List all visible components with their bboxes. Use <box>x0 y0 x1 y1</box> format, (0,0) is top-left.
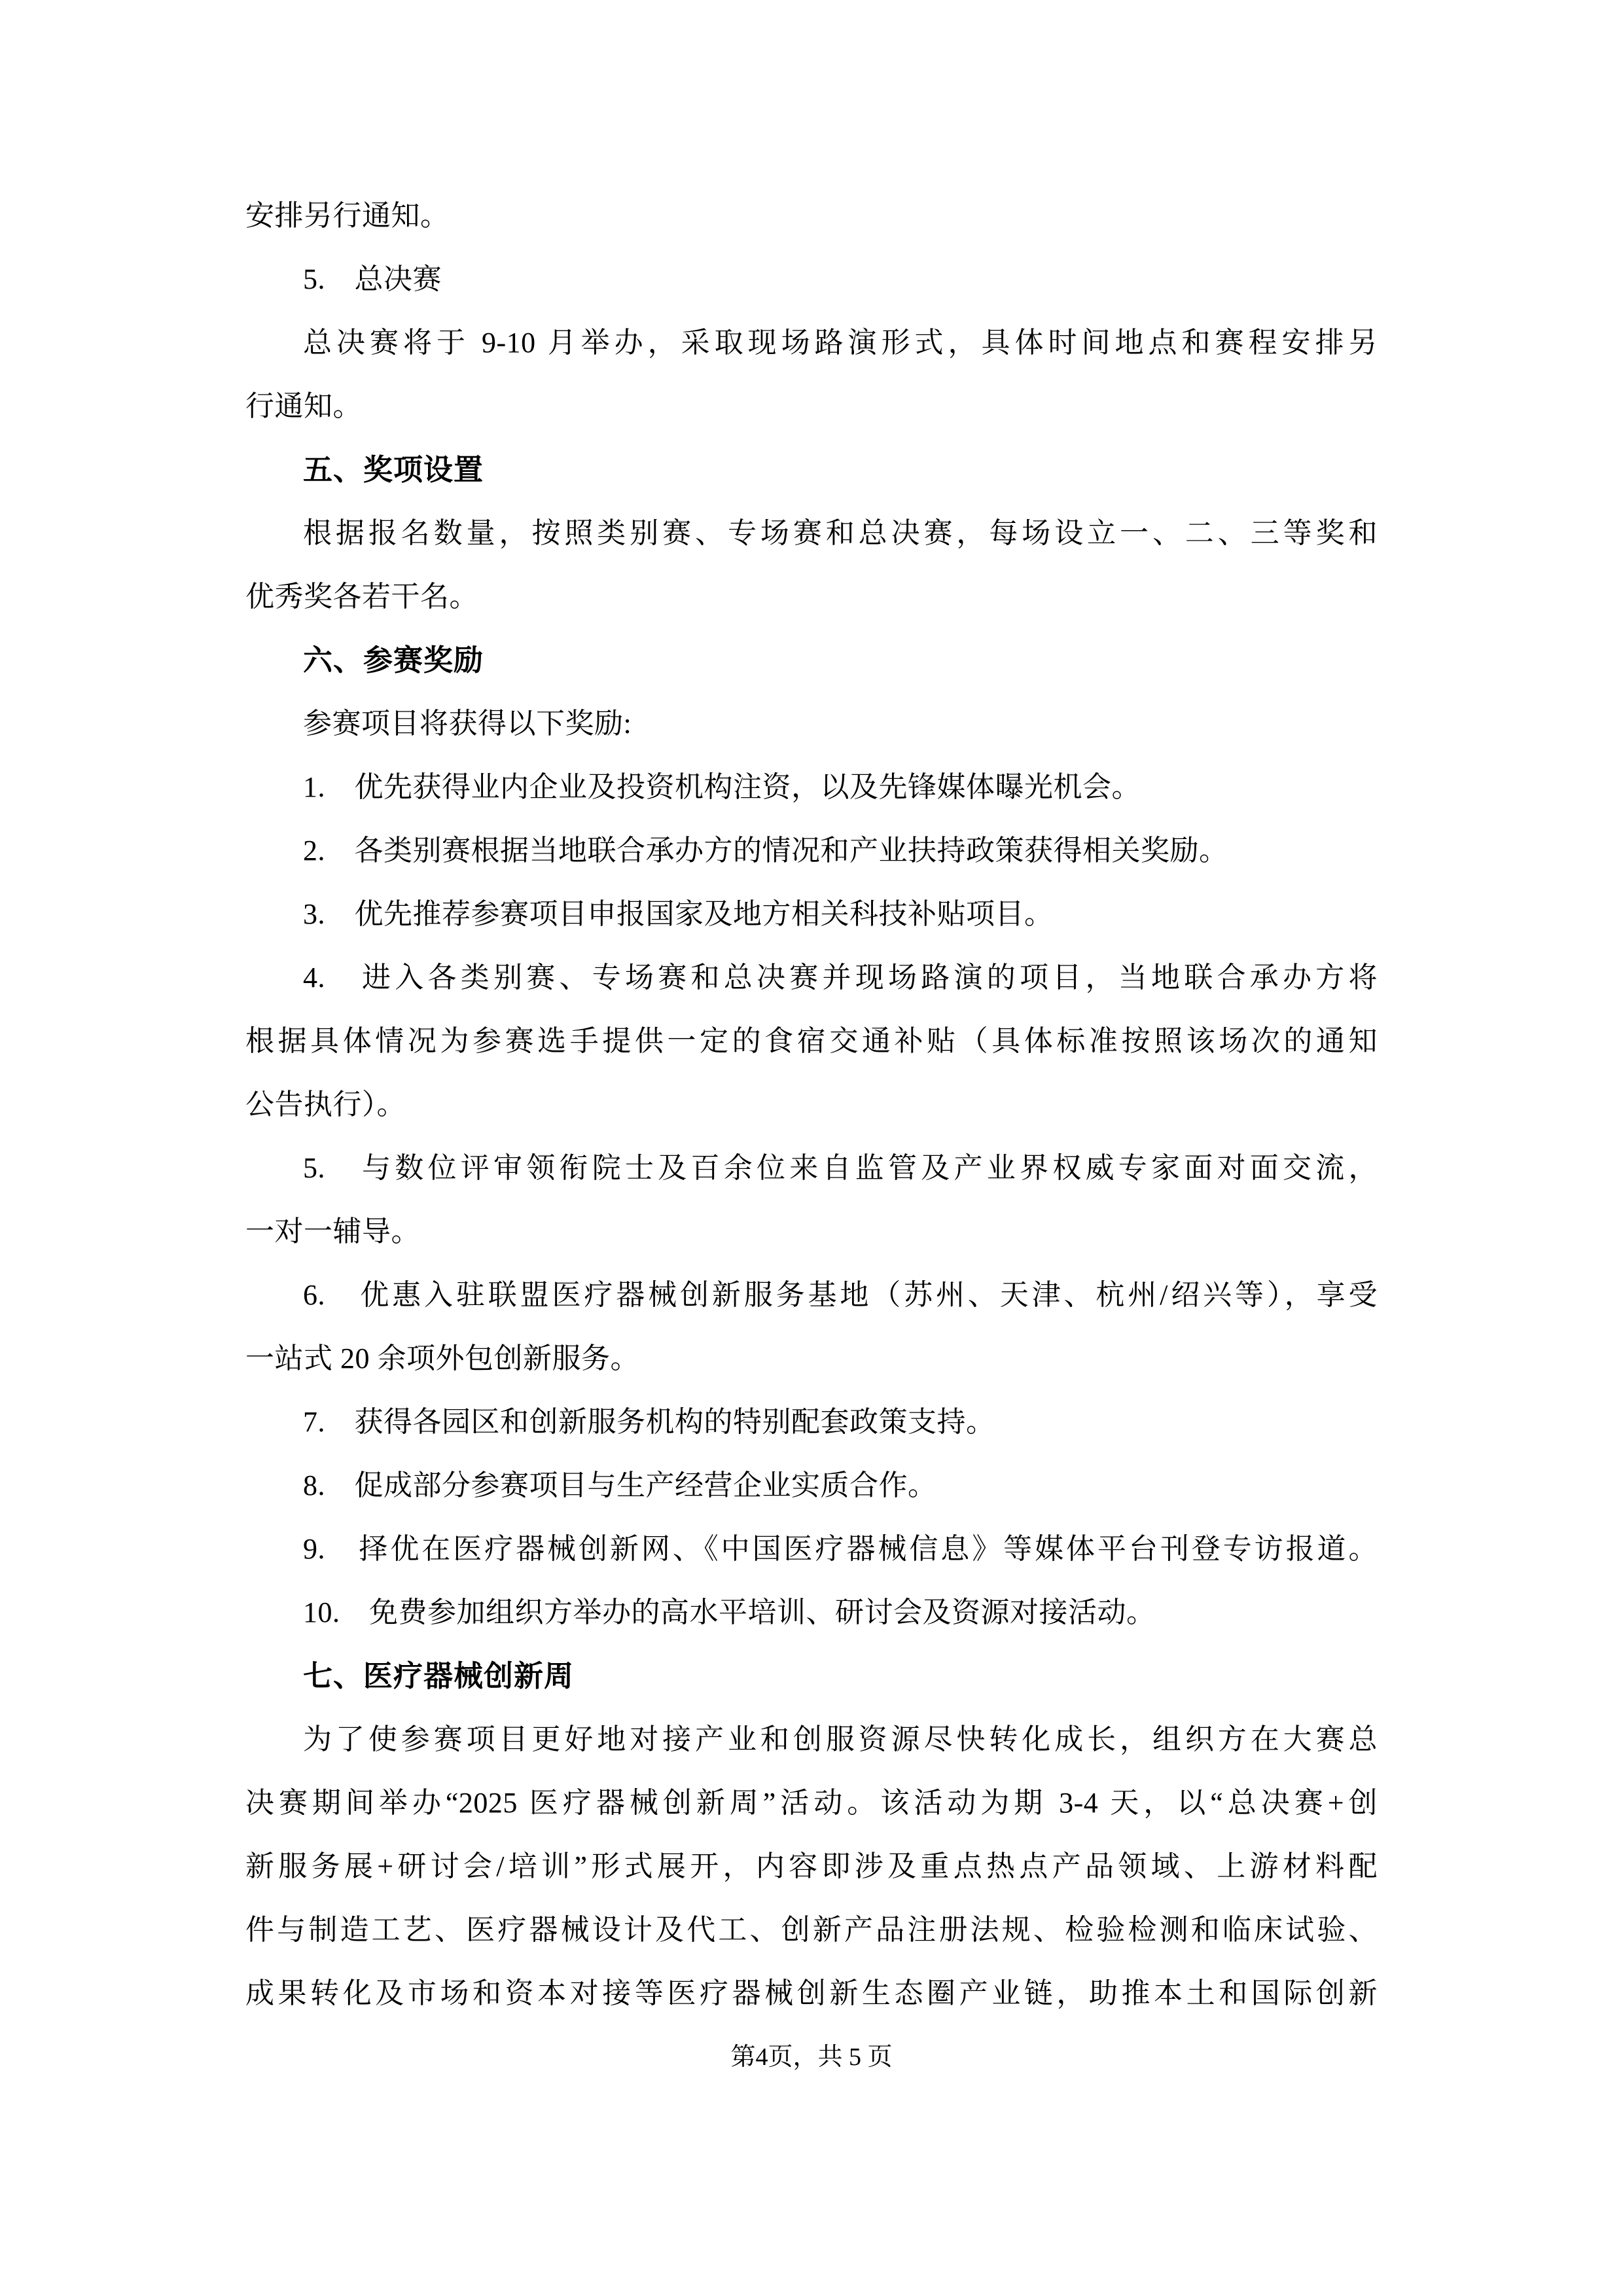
text-line: 成果转化及市场和资本对接等医疗器械创新生态圈产业链，助推本土和国际创新 <box>245 1977 1378 2009</box>
text-line: 一站式 20 余项外包创新服务。 <box>245 1342 639 1374</box>
text-line: 一对一辅导。 <box>245 1215 420 1247</box>
text-line: 新服务展+研讨会/培训”形式展开，内容即涉及重点热点产品领域、上游材料配 <box>245 1850 1378 1882</box>
text-line: 总决赛将于 9-10 月举办，采取现场路演形式，具体时间地点和赛程安排另 <box>303 327 1378 359</box>
list-item-10: 10. 免费参加组织方举办的高水平培训、研讨会及资源对接活动。 <box>303 1596 1156 1628</box>
document-body <box>245 184 1378 2025</box>
list-item-9: 9. 择优在医疗器械创新网、《中国医疗器械信息》等媒体平台刊登专访报道。 <box>303 1533 1378 1565</box>
list-item-4: 4. 进入各类别赛、专场赛和总决赛并现场路演的项目，当地联合承办方将 <box>303 961 1378 994</box>
section-heading-5: 五、奖项设置 <box>303 453 484 486</box>
list-item-8: 8. 促成部分参赛项目与生产经营企业实质合作。 <box>303 1469 937 1501</box>
list-item-5: 5. 与数位评审领衔院士及百余位来自监管及产业界权威专家面对面交流， <box>303 1152 1378 1184</box>
text-line: 决赛期间举办“2025 医疗器械创新周”活动。该活动为期 3-4 天，以“总决赛+创 <box>245 1787 1378 1819</box>
text-line: 根据报名数量，按照类别赛、专场赛和总决赛，每场设立一、二、三等奖和 <box>303 517 1378 549</box>
text-line: 公告执行）。 <box>245 1088 406 1121</box>
section-heading-6: 六、参赛奖励 <box>303 643 484 677</box>
text-line: 根据具体情况为参赛选手提供一定的食宿交通补贴（具体标准按照该场次的通知 <box>245 1025 1378 1057</box>
list-item-1: 1. 优先获得业内企业及投资机构注资，以及先锋媒体曝光机会。 <box>303 771 1141 803</box>
text-line: 为了使参赛项目更好地对接产业和创服资源尽快转化成长，组织方在大赛总 <box>303 1723 1378 1755</box>
text-line: 参赛项目将获得以下奖励: <box>303 708 632 740</box>
text-line: 安排另行通知。 <box>245 200 450 232</box>
text-line: 件与制造工艺、医疗器械设计及代工、创新产品注册法规、检验检测和临床试验、 <box>245 1914 1378 1946</box>
page-number-footer: 第4页，共 5 页 <box>730 2043 893 2071</box>
list-item-5-finals: 5. 总决赛 <box>303 263 442 295</box>
section-heading-7: 七、医疗器械创新周 <box>303 1659 575 1693</box>
list-item-6: 6. 优惠入驻联盟医疗器械创新服务基地（苏州、天津、杭州/绍兴等），享受 <box>303 1279 1378 1311</box>
list-item-2: 2. 各类别赛根据当地联合承办方的情况和产业扶持政策获得相关奖励。 <box>303 834 1228 867</box>
list-item-3: 3. 优先推荐参赛项目申报国家及地方相关科技补贴项目。 <box>303 898 1054 930</box>
text-line: 优秀奖各若干名。 <box>245 581 478 613</box>
list-item-7: 7. 获得各园区和创新服务机构的特别配套政策支持。 <box>303 1406 995 1438</box>
text-line: 行通知。 <box>245 390 362 422</box>
